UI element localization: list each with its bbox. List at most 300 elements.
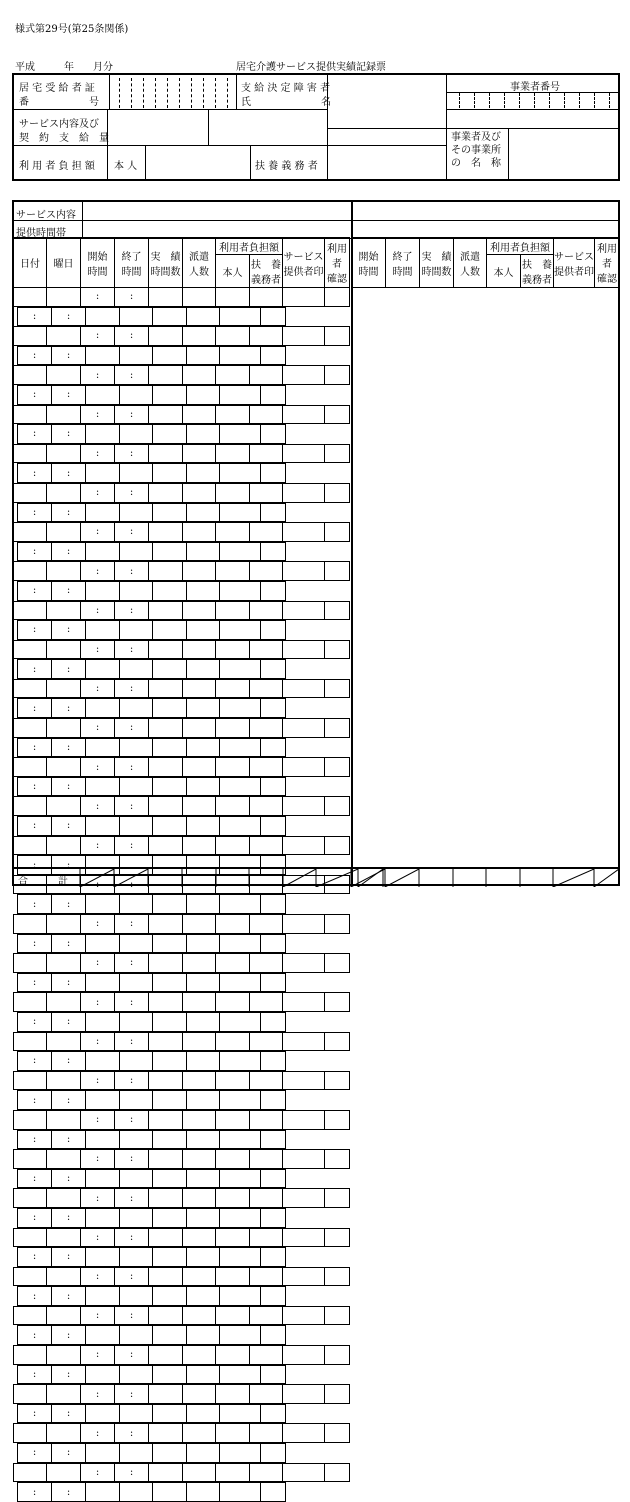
- record-cell[interactable]: [187, 385, 220, 404]
- record-cell[interactable]: [149, 679, 183, 698]
- start-time-cell[interactable]: :: [18, 464, 52, 483]
- record-cell[interactable]: [86, 934, 120, 953]
- record-cell[interactable]: [86, 1326, 120, 1345]
- record-cell[interactable]: [261, 425, 286, 444]
- start-time-cell[interactable]: :: [81, 954, 115, 973]
- record-cell[interactable]: [149, 1189, 183, 1208]
- record-cell[interactable]: [250, 562, 283, 581]
- record-cell[interactable]: [283, 1228, 325, 1247]
- record-cell[interactable]: [283, 405, 325, 424]
- record-cell[interactable]: [14, 1228, 47, 1247]
- record-cell[interactable]: [325, 366, 350, 385]
- record-cell[interactable]: [250, 1071, 283, 1090]
- record-cell[interactable]: [86, 581, 120, 600]
- record-cell[interactable]: [325, 1346, 350, 1365]
- record-cell[interactable]: [187, 1169, 220, 1188]
- record-cell[interactable]: [153, 1444, 187, 1463]
- start-time-cell[interactable]: :: [81, 327, 115, 346]
- start-time-cell[interactable]: :: [18, 346, 52, 365]
- record-cell[interactable]: [216, 836, 250, 855]
- record-cell[interactable]: [86, 503, 120, 522]
- record-cell[interactable]: [250, 1267, 283, 1286]
- end-time-cell[interactable]: :: [52, 542, 86, 561]
- record-cell[interactable]: [153, 542, 187, 561]
- start-time-cell[interactable]: :: [81, 444, 115, 463]
- record-cell[interactable]: [183, 1306, 216, 1325]
- end-time-cell[interactable]: :: [52, 1326, 86, 1345]
- record-cell[interactable]: [250, 836, 283, 855]
- record-cell[interactable]: [47, 993, 81, 1012]
- record-cell[interactable]: [261, 1052, 286, 1071]
- record-cell[interactable]: [47, 1385, 81, 1404]
- record-cell[interactable]: [250, 993, 283, 1012]
- end-time-cell[interactable]: :: [115, 601, 149, 620]
- record-cell[interactable]: [14, 288, 47, 307]
- record-cell[interactable]: [325, 483, 350, 502]
- record-cell[interactable]: [220, 1052, 261, 1071]
- record-cell[interactable]: [47, 405, 81, 424]
- record-cell[interactable]: [14, 1071, 47, 1090]
- record-cell[interactable]: [325, 954, 350, 973]
- record-cell[interactable]: [47, 797, 81, 816]
- record-cell[interactable]: [120, 542, 153, 561]
- end-time-cell[interactable]: :: [115, 327, 149, 346]
- record-cell[interactable]: [261, 581, 286, 600]
- start-time-cell[interactable]: :: [81, 1424, 115, 1443]
- record-cell[interactable]: [261, 1483, 286, 1502]
- end-time-cell[interactable]: :: [52, 621, 86, 640]
- end-time-cell[interactable]: :: [52, 307, 86, 326]
- record-cell[interactable]: [120, 1130, 153, 1149]
- start-time-cell[interactable]: :: [18, 1287, 52, 1306]
- start-time-cell[interactable]: :: [81, 1228, 115, 1247]
- record-cell[interactable]: [153, 817, 187, 836]
- end-time-cell[interactable]: :: [52, 581, 86, 600]
- end-time-cell[interactable]: :: [52, 1483, 86, 1502]
- record-cell[interactable]: [86, 425, 120, 444]
- record-cell[interactable]: [47, 601, 81, 620]
- record-cell[interactable]: [250, 327, 283, 346]
- record-cell[interactable]: [149, 1267, 183, 1286]
- provider-number-boxes[interactable]: [459, 93, 614, 108]
- record-cell[interactable]: [14, 1385, 47, 1404]
- record-cell[interactable]: [250, 523, 283, 542]
- record-cell[interactable]: [216, 483, 250, 502]
- record-cell[interactable]: [183, 993, 216, 1012]
- record-cell[interactable]: [153, 1248, 187, 1267]
- record-cell[interactable]: [86, 660, 120, 679]
- record-cell[interactable]: [187, 542, 220, 561]
- record-cell[interactable]: [120, 1208, 153, 1227]
- record-cell[interactable]: [220, 464, 261, 483]
- start-time-cell[interactable]: :: [18, 581, 52, 600]
- record-cell[interactable]: [187, 307, 220, 326]
- end-time-cell[interactable]: :: [52, 660, 86, 679]
- record-cell[interactable]: [261, 895, 286, 914]
- record-cell[interactable]: [47, 562, 81, 581]
- end-time-cell[interactable]: :: [115, 1306, 149, 1325]
- record-cell[interactable]: [183, 954, 216, 973]
- record-cell[interactable]: [187, 1012, 220, 1031]
- record-cell[interactable]: [120, 660, 153, 679]
- record-cell[interactable]: [261, 346, 286, 365]
- start-time-cell[interactable]: :: [18, 777, 52, 796]
- end-time-cell[interactable]: :: [115, 954, 149, 973]
- record-cell[interactable]: [47, 1346, 81, 1365]
- record-cell[interactable]: [261, 973, 286, 992]
- record-cell[interactable]: [120, 1483, 153, 1502]
- end-time-cell[interactable]: :: [115, 405, 149, 424]
- record-cell[interactable]: [86, 1404, 120, 1423]
- start-time-cell[interactable]: :: [18, 542, 52, 561]
- record-cell[interactable]: [149, 523, 183, 542]
- record-cell[interactable]: [325, 1071, 350, 1090]
- record-cell[interactable]: [220, 542, 261, 561]
- record-cell[interactable]: [250, 601, 283, 620]
- record-cell[interactable]: [47, 1189, 81, 1208]
- record-cell[interactable]: [47, 640, 81, 659]
- record-cell[interactable]: [283, 797, 325, 816]
- record-cell[interactable]: [149, 327, 183, 346]
- record-cell[interactable]: [220, 425, 261, 444]
- start-time-cell[interactable]: :: [81, 797, 115, 816]
- start-time-cell[interactable]: :: [81, 1071, 115, 1090]
- record-cell[interactable]: [86, 346, 120, 365]
- record-cell[interactable]: [250, 1228, 283, 1247]
- record-cell[interactable]: [250, 483, 283, 502]
- record-cell[interactable]: [187, 1052, 220, 1071]
- end-time-cell[interactable]: :: [115, 836, 149, 855]
- record-cell[interactable]: [250, 366, 283, 385]
- record-cell[interactable]: [261, 1091, 286, 1110]
- record-cell[interactable]: [14, 993, 47, 1012]
- record-cell[interactable]: [183, 1424, 216, 1443]
- end-time-cell[interactable]: :: [115, 288, 149, 307]
- record-cell[interactable]: [120, 1248, 153, 1267]
- end-time-cell[interactable]: :: [52, 385, 86, 404]
- record-cell[interactable]: [14, 1346, 47, 1365]
- end-time-cell[interactable]: :: [52, 1052, 86, 1071]
- record-cell[interactable]: [14, 562, 47, 581]
- record-cell[interactable]: [47, 1424, 81, 1443]
- record-cell[interactable]: [325, 1032, 350, 1051]
- record-cell[interactable]: [220, 1444, 261, 1463]
- end-time-cell[interactable]: :: [52, 503, 86, 522]
- record-cell[interactable]: [261, 464, 286, 483]
- record-cell[interactable]: [149, 562, 183, 581]
- record-cell[interactable]: [325, 1110, 350, 1129]
- record-cell[interactable]: [86, 307, 120, 326]
- record-cell[interactable]: [283, 1110, 325, 1129]
- record-cell[interactable]: [220, 660, 261, 679]
- record-cell[interactable]: [216, 679, 250, 698]
- end-time-cell[interactable]: :: [52, 1130, 86, 1149]
- record-cell[interactable]: [220, 1483, 261, 1502]
- start-time-cell[interactable]: :: [81, 601, 115, 620]
- record-cell[interactable]: [216, 719, 250, 738]
- record-cell[interactable]: [187, 1091, 220, 1110]
- end-time-cell[interactable]: :: [52, 464, 86, 483]
- record-cell[interactable]: [153, 1287, 187, 1306]
- record-cell[interactable]: [216, 1150, 250, 1169]
- record-cell[interactable]: [120, 1012, 153, 1031]
- start-time-cell[interactable]: :: [18, 934, 52, 953]
- record-cell[interactable]: [47, 1071, 81, 1090]
- record-cell[interactable]: [261, 738, 286, 757]
- record-cell[interactable]: [216, 993, 250, 1012]
- record-cell[interactable]: [283, 915, 325, 934]
- record-cell[interactable]: [325, 601, 350, 620]
- start-time-cell[interactable]: :: [18, 425, 52, 444]
- record-cell[interactable]: [149, 954, 183, 973]
- record-cell[interactable]: [216, 1463, 250, 1482]
- record-cell[interactable]: [250, 640, 283, 659]
- record-cell[interactable]: [183, 797, 216, 816]
- record-cell[interactable]: [220, 817, 261, 836]
- record-cell[interactable]: [283, 1189, 325, 1208]
- record-cell[interactable]: [261, 660, 286, 679]
- record-cell[interactable]: [261, 817, 286, 836]
- record-cell[interactable]: [283, 679, 325, 698]
- record-cell[interactable]: [325, 719, 350, 738]
- record-cell[interactable]: [325, 1150, 350, 1169]
- record-cell[interactable]: [183, 1346, 216, 1365]
- record-cell[interactable]: [149, 366, 183, 385]
- record-cell[interactable]: [153, 581, 187, 600]
- end-time-cell[interactable]: :: [115, 1032, 149, 1051]
- start-time-cell[interactable]: :: [81, 640, 115, 659]
- start-time-cell[interactable]: :: [18, 1404, 52, 1423]
- record-cell[interactable]: [325, 640, 350, 659]
- record-cell[interactable]: [283, 758, 325, 777]
- record-cell[interactable]: [47, 288, 81, 307]
- record-cell[interactable]: [120, 385, 153, 404]
- end-time-cell[interactable]: :: [115, 1424, 149, 1443]
- record-cell[interactable]: [261, 1012, 286, 1031]
- record-cell[interactable]: [187, 1248, 220, 1267]
- record-cell[interactable]: [216, 1228, 250, 1247]
- record-cell[interactable]: [216, 1306, 250, 1325]
- record-cell[interactable]: [120, 1444, 153, 1463]
- record-cell[interactable]: [14, 758, 47, 777]
- record-cell[interactable]: [149, 405, 183, 424]
- record-cell[interactable]: [183, 640, 216, 659]
- record-cell[interactable]: [250, 1306, 283, 1325]
- record-cell[interactable]: [216, 601, 250, 620]
- record-cell[interactable]: [183, 1071, 216, 1090]
- end-time-cell[interactable]: :: [115, 679, 149, 698]
- record-cell[interactable]: [216, 640, 250, 659]
- record-cell[interactable]: [149, 1032, 183, 1051]
- record-cell[interactable]: [187, 1208, 220, 1227]
- record-cell[interactable]: [86, 621, 120, 640]
- record-cell[interactable]: [261, 503, 286, 522]
- record-cell[interactable]: [261, 1365, 286, 1384]
- start-time-cell[interactable]: :: [18, 1208, 52, 1227]
- record-cell[interactable]: [220, 346, 261, 365]
- record-cell[interactable]: [220, 1208, 261, 1227]
- record-cell[interactable]: [86, 1169, 120, 1188]
- record-cell[interactable]: [220, 581, 261, 600]
- record-cell[interactable]: [149, 640, 183, 659]
- record-cell[interactable]: [86, 542, 120, 561]
- record-cell[interactable]: [283, 562, 325, 581]
- start-time-cell[interactable]: :: [18, 1483, 52, 1502]
- record-cell[interactable]: [86, 817, 120, 836]
- record-cell[interactable]: [47, 1267, 81, 1286]
- record-cell[interactable]: [86, 777, 120, 796]
- end-time-cell[interactable]: :: [52, 346, 86, 365]
- record-cell[interactable]: [120, 1287, 153, 1306]
- record-cell[interactable]: [86, 1052, 120, 1071]
- record-cell[interactable]: [220, 621, 261, 640]
- record-cell[interactable]: [261, 1326, 286, 1345]
- record-cell[interactable]: [183, 758, 216, 777]
- record-cell[interactable]: [283, 1032, 325, 1051]
- record-cell[interactable]: [47, 1032, 81, 1051]
- record-cell[interactable]: [153, 307, 187, 326]
- end-time-cell[interactable]: :: [115, 1267, 149, 1286]
- record-cell[interactable]: [14, 1267, 47, 1286]
- start-time-cell[interactable]: :: [81, 1032, 115, 1051]
- start-time-cell[interactable]: :: [18, 1012, 52, 1031]
- record-cell[interactable]: [149, 1306, 183, 1325]
- record-cell[interactable]: [149, 797, 183, 816]
- record-cell[interactable]: [216, 954, 250, 973]
- record-cell[interactable]: [325, 915, 350, 934]
- end-time-cell[interactable]: :: [52, 699, 86, 718]
- start-time-cell[interactable]: :: [18, 307, 52, 326]
- record-cell[interactable]: [250, 1385, 283, 1404]
- record-cell[interactable]: [183, 483, 216, 502]
- record-cell[interactable]: [153, 934, 187, 953]
- record-cell[interactable]: [183, 915, 216, 934]
- record-cell[interactable]: [216, 1346, 250, 1365]
- start-time-cell[interactable]: :: [18, 1052, 52, 1071]
- start-time-cell[interactable]: :: [18, 1248, 52, 1267]
- record-cell[interactable]: [250, 915, 283, 934]
- start-time-cell[interactable]: :: [81, 1463, 115, 1482]
- end-time-cell[interactable]: :: [52, 1287, 86, 1306]
- end-time-cell[interactable]: :: [115, 915, 149, 934]
- end-time-cell[interactable]: :: [52, 856, 86, 875]
- end-time-cell[interactable]: :: [115, 993, 149, 1012]
- record-cell[interactable]: [120, 621, 153, 640]
- start-time-cell[interactable]: :: [18, 895, 52, 914]
- record-cell[interactable]: [120, 738, 153, 757]
- record-cell[interactable]: [216, 1071, 250, 1090]
- record-cell[interactable]: [261, 307, 286, 326]
- end-time-cell[interactable]: :: [115, 1189, 149, 1208]
- record-cell[interactable]: [220, 973, 261, 992]
- record-cell[interactable]: [183, 523, 216, 542]
- end-time-cell[interactable]: :: [115, 1463, 149, 1482]
- record-cell[interactable]: [183, 1228, 216, 1247]
- record-cell[interactable]: [216, 366, 250, 385]
- record-cell[interactable]: [187, 660, 220, 679]
- record-cell[interactable]: [325, 797, 350, 816]
- record-cell[interactable]: [153, 1052, 187, 1071]
- end-time-cell[interactable]: :: [115, 444, 149, 463]
- record-cell[interactable]: [47, 1463, 81, 1482]
- record-cell[interactable]: [153, 621, 187, 640]
- record-cell[interactable]: [261, 1208, 286, 1227]
- record-cell[interactable]: [220, 738, 261, 757]
- record-cell[interactable]: [149, 1228, 183, 1247]
- record-cell[interactable]: [283, 640, 325, 659]
- record-cell[interactable]: [120, 1404, 153, 1423]
- record-cell[interactable]: [283, 523, 325, 542]
- start-time-cell[interactable]: :: [18, 1130, 52, 1149]
- end-time-cell[interactable]: :: [52, 738, 86, 757]
- record-cell[interactable]: [149, 1463, 183, 1482]
- end-time-cell[interactable]: :: [115, 523, 149, 542]
- record-cell[interactable]: [120, 1169, 153, 1188]
- start-time-cell[interactable]: :: [18, 1169, 52, 1188]
- record-cell[interactable]: [153, 660, 187, 679]
- record-cell[interactable]: [250, 1150, 283, 1169]
- record-cell[interactable]: [283, 1385, 325, 1404]
- start-time-cell[interactable]: :: [81, 288, 115, 307]
- record-cell[interactable]: [47, 1110, 81, 1129]
- record-cell[interactable]: [149, 1346, 183, 1365]
- end-time-cell[interactable]: :: [115, 719, 149, 738]
- record-cell[interactable]: [120, 346, 153, 365]
- record-cell[interactable]: [14, 601, 47, 620]
- record-cell[interactable]: [216, 1267, 250, 1286]
- record-cell[interactable]: [325, 836, 350, 855]
- end-time-cell[interactable]: :: [52, 934, 86, 953]
- record-cell[interactable]: [153, 1404, 187, 1423]
- record-cell[interactable]: [14, 1032, 47, 1051]
- record-cell[interactable]: [261, 1169, 286, 1188]
- record-cell[interactable]: [261, 777, 286, 796]
- record-cell[interactable]: [149, 915, 183, 934]
- record-cell[interactable]: [183, 1385, 216, 1404]
- end-time-cell[interactable]: :: [52, 1169, 86, 1188]
- record-cell[interactable]: [283, 601, 325, 620]
- record-cell[interactable]: [120, 817, 153, 836]
- end-time-cell[interactable]: :: [115, 797, 149, 816]
- record-cell[interactable]: [325, 523, 350, 542]
- record-cell[interactable]: [220, 385, 261, 404]
- record-cell[interactable]: [187, 934, 220, 953]
- record-cell[interactable]: [261, 1287, 286, 1306]
- record-cell[interactable]: [47, 366, 81, 385]
- record-cell[interactable]: [261, 542, 286, 561]
- record-cell[interactable]: [187, 973, 220, 992]
- record-cell[interactable]: [250, 1189, 283, 1208]
- record-cell[interactable]: [220, 1169, 261, 1188]
- record-cell[interactable]: [120, 307, 153, 326]
- record-cell[interactable]: [283, 444, 325, 463]
- record-cell[interactable]: [216, 1032, 250, 1051]
- record-cell[interactable]: [220, 777, 261, 796]
- record-cell[interactable]: [183, 601, 216, 620]
- record-cell[interactable]: [216, 915, 250, 934]
- record-cell[interactable]: [325, 1424, 350, 1443]
- record-cell[interactable]: [325, 405, 350, 424]
- record-cell[interactable]: [14, 1463, 47, 1482]
- record-cell[interactable]: [187, 738, 220, 757]
- record-cell[interactable]: [120, 777, 153, 796]
- record-cell[interactable]: [120, 699, 153, 718]
- record-cell[interactable]: [14, 1424, 47, 1443]
- record-cell[interactable]: [86, 1287, 120, 1306]
- record-cell[interactable]: [86, 1248, 120, 1267]
- record-cell[interactable]: [283, 836, 325, 855]
- record-cell[interactable]: [283, 1463, 325, 1482]
